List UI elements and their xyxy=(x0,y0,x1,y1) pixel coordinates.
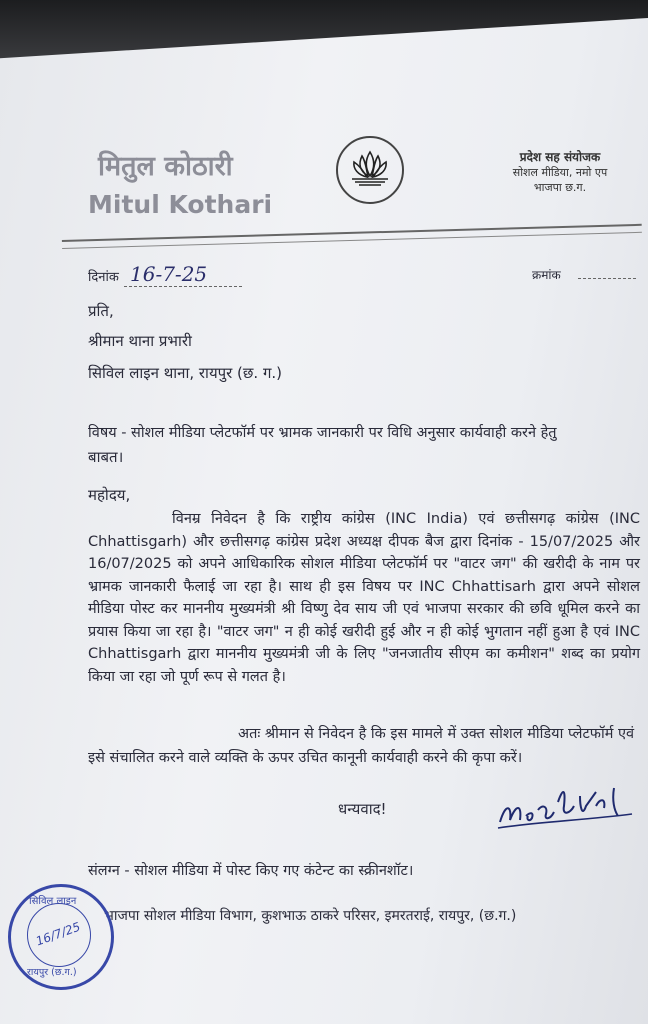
designation-line: सोशल मीडिया, नमो एप xyxy=(512,166,608,179)
recipient-to: प्रति, xyxy=(88,302,114,320)
footer-address: भाजपा सोशल मीडिया विभाग, कुशभाऊ ठाकरे परिसर, इमरतराई, रायपुर, (छ.ग.) xyxy=(104,908,517,924)
sender-designation xyxy=(492,150,628,195)
date-value: 16-7-25 xyxy=(130,262,208,286)
stamp-handwritten-date: 16/7/25 xyxy=(34,919,83,949)
letter-body: विनम्र निवेदन है कि राष्ट्रीय कांग्रेस (INC India) एवं छत्तीसगढ़ कांग्रेस (INC Chhattisgarh) और छत्तीसगढ़ कांग्रेस प्रदेश अध्यक्ष दीपक बैज द्वारा दिनांक - 15/07/2025 और 16/07/2025 को अपने आधिकारिक सोशल मीडिया प्लेटफॉर्म पर "वाटर जग" की खरीदी के नाम पर भ्रामक जानकारी फैलाई जा रहा है। साथ ही इस विषय पर INC Chhattisarh द्वारा अपने सोशल मीडिया पोस्ट कर माननीय मुख्यमंत्री श्री विष्णु देव साय जी एवं भाजपा सरकार की छवि धूमिल करने का प्रयास किया जा रहा है। "वाटर जग" न ही कोई खरीदी हुई और न ही कोई भुगतान नहीं हुआ है एवं INC Chhattisgarh द्वारा माननीय मुख्यमंत्री जी के लिए "जनजातीय सीएम का कमीशन" शब्द का प्रयोग किया जा रहा जो पूर्ण रूप से गलत है। xyxy=(88,511,640,685)
date-label: दिनांक xyxy=(88,270,119,285)
stamp-bottom-text: रायपुर (छ.ग.) xyxy=(27,967,77,978)
signature xyxy=(496,776,638,836)
subject-line: विषय - सोशल मीडिया प्लेटफॉर्म पर भ्रामक जानकारी पर विधि अनुसार कार्यवाही करने हेतु xyxy=(88,425,557,441)
sender-name-english: Mitul Kothari xyxy=(88,190,273,219)
enclosure-note: संलग्न - सोशल मीडिया में पोस्ट किए गए कंटेन्ट का स्क्रीनशॉट। xyxy=(88,863,414,879)
recipient-title: श्रीमान थाना प्रभारी xyxy=(88,332,192,350)
designation-line: भाजपा छ.ग. xyxy=(533,181,587,194)
reference-label: क्रमांक xyxy=(532,268,561,282)
date-underline xyxy=(124,286,242,287)
police-station-stamp xyxy=(8,884,114,990)
thanks-text: धन्यवाद! xyxy=(338,800,387,818)
bjp-lotus-logo-icon xyxy=(336,136,404,204)
sender-name-hindi: मितुल कोठारी xyxy=(98,151,233,182)
designation-line: प्रदेश सह संयोजक xyxy=(519,150,601,164)
request-paragraph: अतः श्रीमान से निवेदन है कि इस मामले में उक्त सोशल मीडिया प्लेटफॉर्म एवं इसे संचालित करने वाले व्यक्ति के ऊपर उचित कानूनी कार्यवाही करने की कृपा करें। xyxy=(88,726,635,766)
recipient-address: सिविल लाइन थाना, रायपुर (छ. ग.) xyxy=(88,364,283,382)
stamp-top-text: सिविल लाइन xyxy=(29,896,77,907)
greeting: महोदय, xyxy=(88,486,131,504)
reference-underline xyxy=(578,278,636,279)
subject-line-continued: बाबत। xyxy=(88,448,124,466)
